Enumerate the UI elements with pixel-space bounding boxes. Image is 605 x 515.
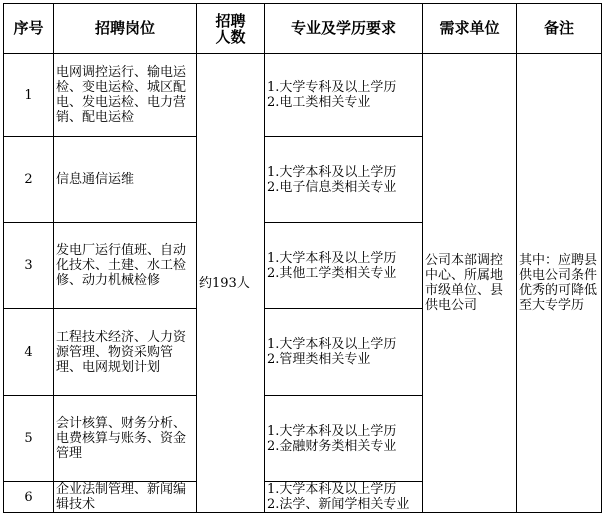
row-requirement <box>265 137 423 223</box>
row-req-line2: 2.其他工学类相关专业 <box>267 265 397 281</box>
row-req-line1: 1.大学本科及以上学历 <box>267 423 397 439</box>
header-requirement: 专业及学历要求 <box>265 4 423 54</box>
row-position-text: 发电厂运行值班、自动化技术、土建、水工检修、动力机械检修 <box>56 243 187 288</box>
header-count-line1: 招聘 <box>215 11 246 30</box>
row-requirement <box>265 54 423 137</box>
row-position <box>54 482 197 513</box>
row-requirement <box>265 482 423 513</box>
row-requirement <box>265 396 423 482</box>
row-index: 2 <box>4 137 54 223</box>
row-position <box>54 309 197 396</box>
row-position-text: 企业法制管理、新闻编辑技术 <box>56 482 187 512</box>
row-position-text: 信息通信运维 <box>56 172 135 187</box>
row-index: 3 <box>4 223 54 309</box>
header-note: 备注 <box>517 4 602 54</box>
row-req-line2: 2.金融财务类相关专业 <box>267 438 397 454</box>
row-index: 5 <box>4 396 54 482</box>
row-index: 1 <box>4 54 54 137</box>
unit-value: 公司本部调控中心、所属地市级单位、县供电公司 <box>425 253 504 313</box>
header-row <box>4 4 602 54</box>
row-req-line1: 1.大学本科及以上学历 <box>267 250 397 266</box>
header-index: 序号 <box>4 4 54 54</box>
row-req-line2: 2.电子信息类相关专业 <box>267 179 397 195</box>
row-req-line2: 2.管理类相关专业 <box>267 352 371 367</box>
header-position: 招聘岗位 <box>54 4 197 54</box>
row-req-line1: 1.大学本科及以上学历 <box>267 164 397 180</box>
note-cell <box>517 54 602 513</box>
count-value: 约193人 <box>199 275 250 291</box>
row-requirement <box>265 223 423 309</box>
row-index: 6 <box>4 482 54 513</box>
row-position-text: 工程技术经济、人力资源管理、物资采购管理、电网规划计划 <box>56 329 187 375</box>
row-req-line2: 2.电工类相关专业 <box>267 95 371 110</box>
row-requirement <box>265 309 423 396</box>
row-position <box>54 223 197 309</box>
count-cell <box>197 54 265 513</box>
header-count <box>197 4 265 54</box>
row-req-line1: 1.大学本科及以上学历 <box>267 337 397 352</box>
unit-cell <box>423 54 517 513</box>
row-position <box>54 54 197 137</box>
recruitment-table <box>3 3 602 513</box>
row-index: 4 <box>4 309 54 396</box>
header-unit: 需求单位 <box>423 4 517 54</box>
row-req-line1: 1.大学专科及以上学历 <box>267 80 397 95</box>
row-req-line1: 1.大学本科及以上学历 <box>267 482 397 497</box>
row-position <box>54 137 197 223</box>
note-value: 其中：应聘县供电公司条件优秀的可降低至大专学历 <box>519 253 598 313</box>
row-position-text: 会计核算、财务分析、电费核算与账务、资金管理 <box>56 416 187 461</box>
row-req-line2: 2.法学、新闻学相关专业 <box>267 497 410 512</box>
row-position <box>54 396 197 482</box>
row-position-text: 电网调控运行、输电运检、变电运检、城区配电、发电运检、电力营销、配电运检 <box>56 65 187 125</box>
table-row <box>4 54 602 137</box>
header-count-line2: 人数 <box>215 27 246 46</box>
